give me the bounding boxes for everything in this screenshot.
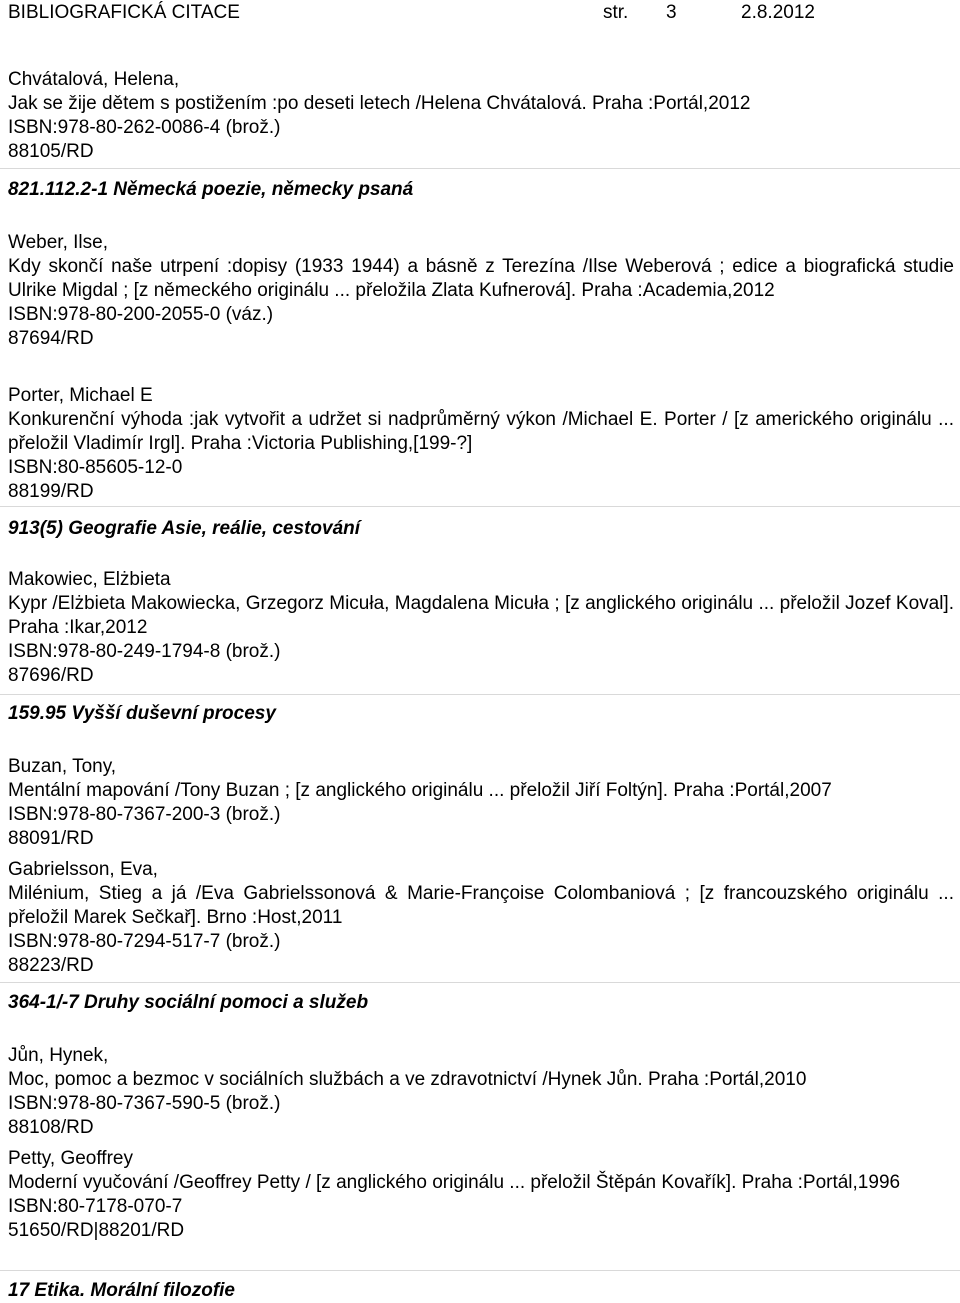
entry-title: Kypr /Elżbieta Makowiecka, Grzegorz Micuła, Magdalena Micuła ; [z anglického originálu ... přeložil Jozef Koval]. Praha :Ikar,2012 <box>8 593 954 638</box>
header-date: 2.8.2012 <box>741 2 815 23</box>
entry-author: Chvátalová, Helena, <box>8 69 180 90</box>
entry-title: Mentální mapování /Tony Buzan ; [z anglického originálu ... přeložil Jiří Foltýn]. Praha :Portál,2007 <box>8 780 832 801</box>
bib-entry <box>8 68 954 164</box>
bib-entry <box>8 1147 954 1243</box>
entry-author: Buzan, Tony, <box>8 756 117 777</box>
entry-author: Gabrielsson, Eva, <box>8 859 158 880</box>
entry-title: Moderní vyučování /Geoffrey Petty / [z anglického originálu ... přeložil Štěpán Kovařík]. Praha :Portál,1996 <box>8 1172 901 1193</box>
entry-signature: 88108/RD <box>8 1117 94 1138</box>
entry-author: Petty, Geoffrey <box>8 1148 133 1169</box>
bib-entry <box>8 384 954 504</box>
page-header <box>8 1 952 25</box>
header-page-number: 3 <box>666 2 677 23</box>
section-divider <box>0 506 960 507</box>
entry-isbn: ISBN:978-80-200-2055-0 (váz.) <box>8 304 274 325</box>
bib-entry <box>8 231 954 351</box>
entry-title: Kdy skončí naše utrpení :dopisy (1933 1944) a básně z Terezína /Ilse Weberová ; edice a biografická studie Ulrike Migdal ; [z německého originálu ... přeložila Zlata Kufnerová]. Praha :Academia,2012 <box>8 256 954 301</box>
section-divider <box>0 1270 960 1271</box>
bib-entry <box>8 858 954 978</box>
entry-signature: 88105/RD <box>8 141 94 162</box>
bib-entry <box>8 1044 954 1140</box>
entry-isbn: ISBN:80-7178-070-7 <box>8 1196 183 1217</box>
section-divider <box>0 168 960 169</box>
entry-isbn: ISBN:80-85605-12-0 <box>8 457 183 478</box>
entry-isbn: ISBN:978-80-7367-200-3 (brož.) <box>8 804 281 825</box>
entry-signature: 87694/RD <box>8 328 94 349</box>
section-heading: 364-1/-7 Druhy sociální pomoci a služeb <box>8 992 369 1013</box>
entry-author: Weber, Ilse, <box>8 232 108 253</box>
entry-isbn: ISBN:978-80-7294-517-7 (brož.) <box>8 931 281 952</box>
section-divider <box>0 982 960 983</box>
entry-author: Porter, Michael E <box>8 385 153 406</box>
section-heading: 17 Etika. Morální filozofie <box>8 1280 235 1301</box>
header-title: BIBLIOGRAFICKÁ CITACE <box>8 2 240 23</box>
entry-isbn: ISBN:978-80-7367-590-5 (brož.) <box>8 1093 281 1114</box>
entry-author: Makowiec, Elżbieta <box>8 569 171 590</box>
entry-signature: 88199/RD <box>8 481 94 502</box>
header-page-label: str. <box>603 2 629 23</box>
bib-entry <box>8 568 954 688</box>
entry-signature: 88223/RD <box>8 955 94 976</box>
section-heading: 821.112.2-1 Německá poezie, německy psaná <box>8 179 414 200</box>
section-heading: 913(5) Geografie Asie, reálie, cestování <box>8 518 361 539</box>
entry-title: Moc, pomoc a bezmoc v sociálních službách a ve zdravotnictví /Hynek Jůn. Praha :Portál,2010 <box>8 1069 807 1090</box>
bib-entry <box>8 755 954 851</box>
section-heading: 159.95 Vyšší duševní procesy <box>8 703 276 724</box>
entry-signature: 87696/RD <box>8 665 94 686</box>
entry-signature: 51650/RD|88201/RD <box>8 1220 185 1241</box>
entry-title: Jak se žije dětem s postižením :po deseti letech /Helena Chvátalová. Praha :Portál,2012 <box>8 93 751 114</box>
entry-title: Konkurenční výhoda :jak vytvořit a udržet si nadprůměrný výkon /Michael E. Porter / [z amerického originálu ... přeložil Vladimír Irgl]. Praha :Victoria Publishing,[199-?] <box>8 409 954 454</box>
entry-isbn: ISBN:978-80-249-1794-8 (brož.) <box>8 641 281 662</box>
entry-signature: 88091/RD <box>8 828 94 849</box>
entry-title: Milénium, Stieg a já /Eva Gabrielssonová & Marie-Françoise Colombaniová ; [z francouzského originálu ... přeložil Marek Sečkař]. Brno :Host,2011 <box>8 883 954 928</box>
entry-isbn: ISBN:978-80-262-0086-4 (brož.) <box>8 117 281 138</box>
entry-author: Jůn, Hynek, <box>8 1045 109 1066</box>
section-divider <box>0 694 960 695</box>
